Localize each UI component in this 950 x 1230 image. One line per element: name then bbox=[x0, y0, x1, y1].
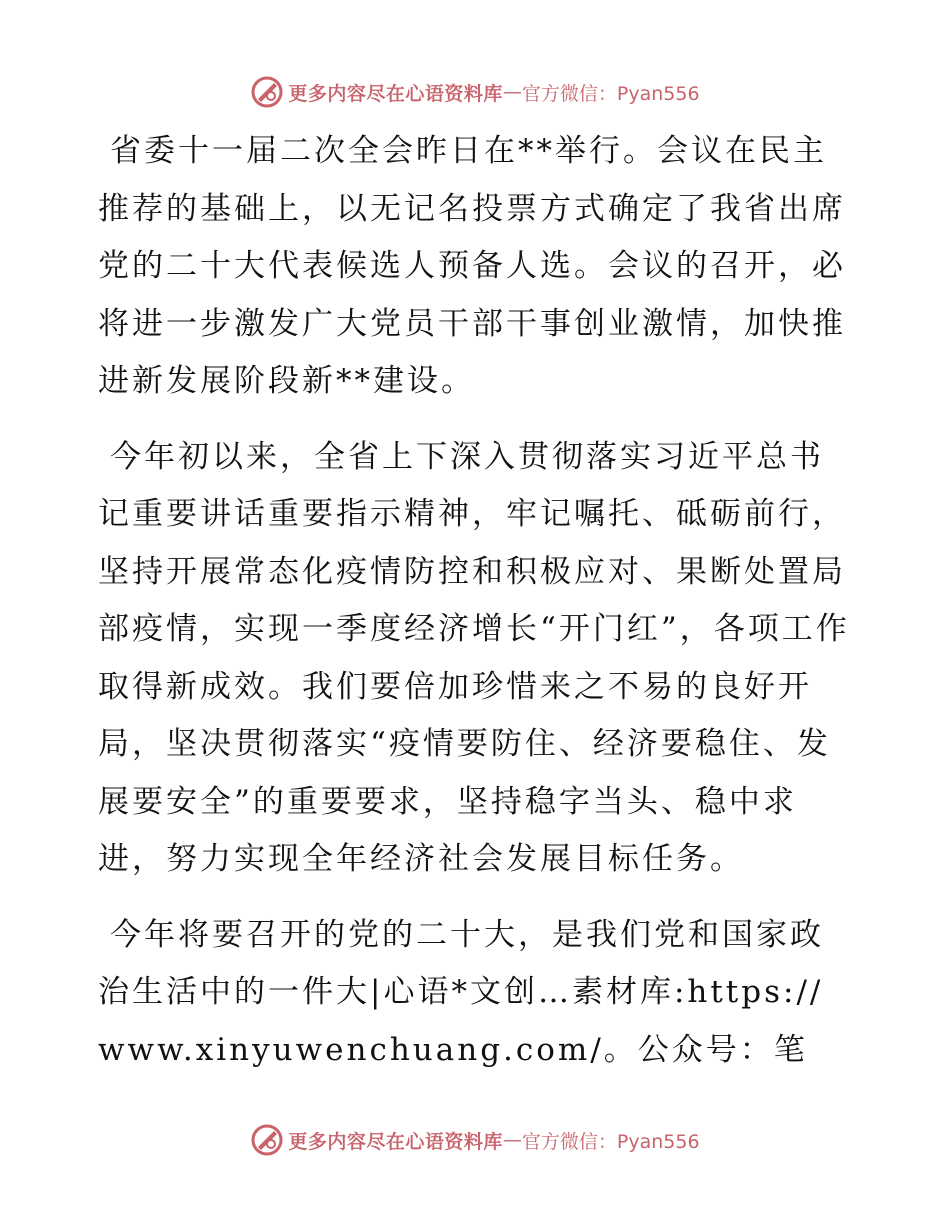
paragraph-3: 今年将要召开的党的二十大，是我们党和国家政治生活中的一件大|心语*文创…素材库:https://www.xinyuwenchuang.com/。公众号：笔 bbox=[98, 916, 824, 1068]
watermark-dash: — bbox=[502, 1129, 522, 1151]
watermark-brand: 更多内容尽在心语资料库 bbox=[288, 82, 503, 105]
watermark-footer bbox=[0, 1120, 950, 1160]
brush-logo-icon bbox=[250, 1123, 284, 1157]
document-body bbox=[98, 123, 850, 1079]
watermark-dash: — bbox=[502, 81, 522, 103]
brush-logo-icon bbox=[250, 75, 284, 109]
watermark-header bbox=[0, 72, 950, 112]
watermark-contact: 官方微信：Pyan556 bbox=[521, 1130, 700, 1153]
watermark-contact: 官方微信：Pyan556 bbox=[521, 82, 700, 105]
watermark-brand: 更多内容尽在心语资料库 bbox=[288, 1130, 503, 1153]
paragraph-2: 今年初以来，全省上下深入贯彻落实习近平总书记重要讲话重要指示精神，牢记嘱托、砥砺前行，坚持开展常态化疫情防控和积极应对、果断处置局部疫情，实现一季度经济增长“开门红”，各项工作取得新成效。我们要倍加珍惜来之不易的良好开局，坚决贯彻落实“疫情要防住、经济要稳住、发展要安全”的重要要求，坚持稳字当头、稳中求进，努力实现全年经济社会发展目标任务。 bbox=[98, 438, 850, 877]
paragraph-1: 省委十一届二次全会昨日在**举行。会议在民主推荐的基础上，以无记名投票方式确定了我省出席党的二十大代表候选人预备人选。会议的召开，必将进一步激发广大党员干部干事创业激情，加快推进新发展阶段新**建设。 bbox=[98, 133, 846, 399]
